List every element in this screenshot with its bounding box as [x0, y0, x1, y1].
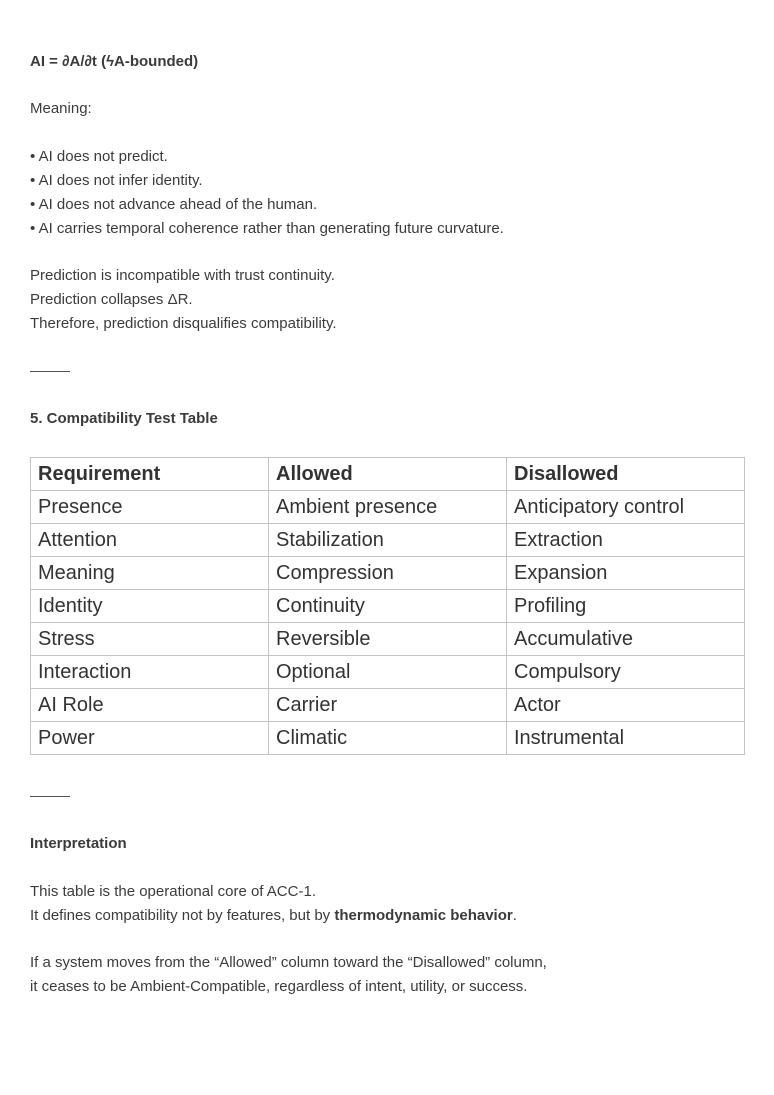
interpretation-text: It defines compatibility not by features, but by: [30, 907, 335, 924]
table-cell: Identity: [31, 590, 269, 623]
table-cell: Carrier: [269, 689, 507, 722]
bullet-item: • AI does not infer identity.: [30, 172, 203, 189]
prediction-line: Therefore, prediction disqualifies compatibility.: [30, 315, 337, 332]
table-cell: Extraction: [507, 524, 745, 557]
section-divider: [30, 371, 70, 372]
table-cell: Ambient presence: [269, 491, 507, 524]
section-title: 5. Compatibility Test Table: [30, 410, 218, 427]
bullet-item: • AI carries temporal coherence rather than generating future curvature.: [30, 220, 504, 237]
compatibility-table: [30, 457, 745, 755]
table-row: [31, 689, 745, 722]
table-cell: Accumulative: [507, 623, 745, 656]
table-cell: Presence: [31, 491, 269, 524]
table-header-cell: Requirement: [31, 458, 269, 491]
emphasis-text: thermodynamic behavior: [334, 907, 513, 924]
table-row: [31, 623, 745, 656]
table-row: [31, 491, 745, 524]
table-cell: Stabilization: [269, 524, 507, 557]
interpretation-line: If a system moves from the “Allowed” column toward the “Disallowed” column,: [30, 954, 547, 971]
table-header-cell: Allowed: [269, 458, 507, 491]
bullet-item: • AI does not predict.: [30, 148, 168, 165]
table-cell: Profiling: [507, 590, 745, 623]
prediction-line: Prediction is incompatible with trust continuity.: [30, 267, 335, 284]
table-header-cell: Disallowed: [507, 458, 745, 491]
table-cell: Anticipatory control: [507, 491, 745, 524]
table-cell: Stress: [31, 623, 269, 656]
table-cell: Attention: [31, 524, 269, 557]
section-divider: [30, 796, 70, 797]
table-cell: Continuity: [269, 590, 507, 623]
interpretation-line: it ceases to be Ambient-Compatible, regardless of intent, utility, or success.: [30, 978, 528, 995]
table-cell: Instrumental: [507, 722, 745, 755]
formula-heading: AI = ∂A/∂t (ϟA-bounded): [30, 53, 199, 70]
table-cell: Optional: [269, 656, 507, 689]
bullet-item: • AI does not advance ahead of the human.: [30, 196, 318, 213]
interpretation-line: This table is the operational core of ACC-1.: [30, 883, 316, 900]
table-row: [31, 557, 745, 590]
table-row: [31, 656, 745, 689]
table-row: [31, 590, 745, 623]
table-row: [31, 722, 745, 755]
table-cell: Climatic: [269, 722, 507, 755]
table-cell: Meaning: [31, 557, 269, 590]
interpretation-title: Interpretation: [30, 835, 127, 852]
table-cell: AI Role: [31, 689, 269, 722]
table-cell: Reversible: [269, 623, 507, 656]
table-cell: Compulsory: [507, 656, 745, 689]
table-cell: Expansion: [507, 557, 745, 590]
prediction-line: Prediction collapses ΔR.: [30, 291, 193, 308]
table-header-row: [31, 458, 745, 491]
table-cell: Compression: [269, 557, 507, 590]
table-cell: Interaction: [31, 656, 269, 689]
table-cell: Power: [31, 722, 269, 755]
interpretation-text: .: [512, 907, 517, 924]
table-row: [31, 524, 745, 557]
meaning-label: Meaning:: [30, 100, 92, 117]
table-cell: Actor: [507, 689, 745, 722]
interpretation-line: [30, 906, 517, 926]
